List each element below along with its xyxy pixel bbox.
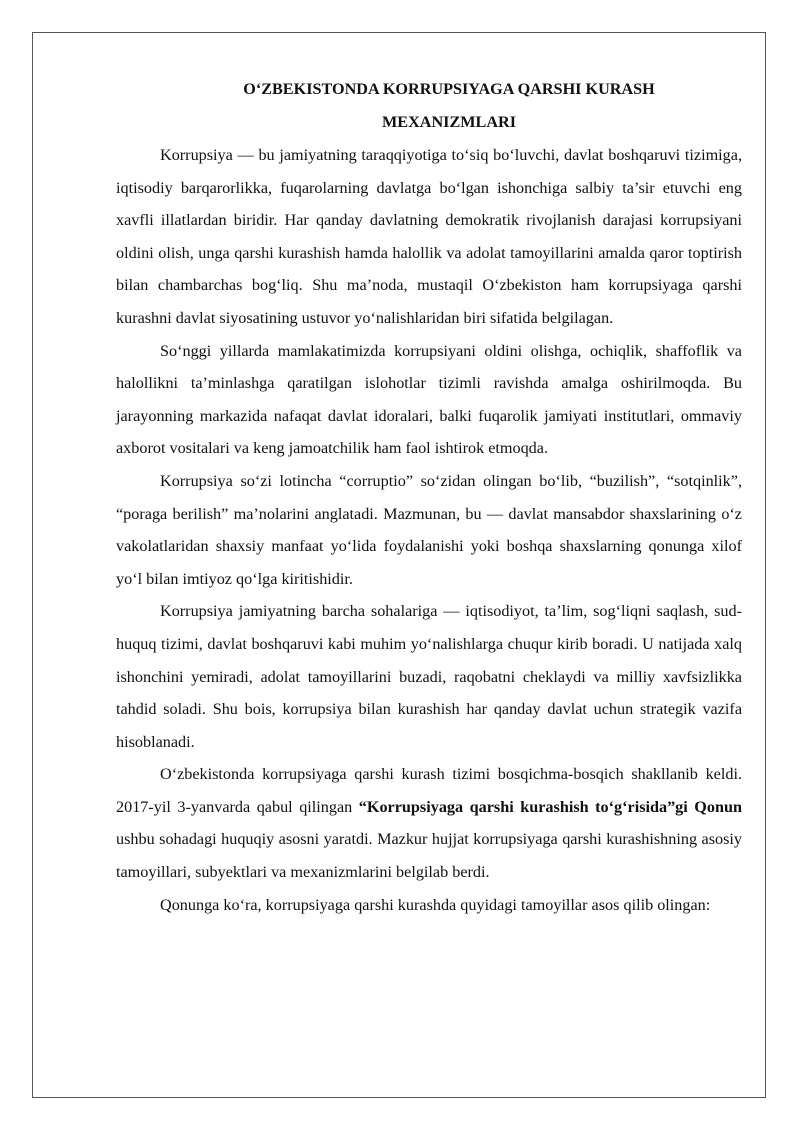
law-title-bold: “Korrupsiyaga qarshi kurashish to‘g‘risida”gi Qonun <box>358 797 742 816</box>
paragraph-6: Qonunga ko‘ra, korrupsiyaga qarshi kurashda quyidagi tamoyillar asos qilib olingan: <box>160 895 711 914</box>
paragraph-2: So‘nggi yillarda mamlakatimizda korrupsiyani oldini olishga, ochiqlik, shaffoflik va halollikni ta’minlashga qaratilgan islohotlar tizimli ravishda amalga oshirilmoqda. Bu jarayonning markazida nafaqat davlat idoralari, balki fuqarolik jamiyati institutlari, ommaviy axborot vositalari va keng jamoatchilik ham faol ishtirok etmoqda. <box>116 341 742 458</box>
title-line-1: O‘ZBEKISTONDA KORRUPSIYAGA QARSHI KURASH <box>243 80 655 98</box>
paragraph-1: Korrupsiya — bu jamiyatning taraqqiyotiga to‘siq bo‘luvchi, davlat boshqaruvi tizimiga, iqtisodiy barqarorlikka, fuqarolarning davlatga bo‘lgan ishonchiga salbiy ta’sir etuvchi eng xavfli illatlardan biridir. Har qanday davlatning demokratik rivojlanish darajasi korrupsiyani oldini olish, unga qarshi kurashish hamda halollik va adolat tamoyillarini amalda qaror toptirish bilan chambarchas bog‘liq. Shu ma’noda, mustaqil O‘zbekiston ham korrupsiyaga qarshi kurashni davlat siyosatining ustuvor yo‘nalishlaridan biri sifatida belgilagan. <box>116 146 742 327</box>
title-line-2: MEXANIZMLARI <box>382 113 516 131</box>
paragraph-5-text-after: ushbu sohadagi huquqiy asosni yaratdi. Mazkur hujjat korrupsiyaga qarshi kurashishning asosiy tamoyillari, subyektlari va mexanizmlarini belgilab berdi. <box>116 830 742 882</box>
paragraph-4: Korrupsiya jamiyatning barcha sohalariga — iqtisodiyot, ta’lim, sog‘liqni saqlash, sud-huquq tizimi, davlat boshqaruvi kabi muhim yo‘nalishlarga chuqur kirib boradi. U natijada xalq ishonchini yemiradi, adolat tamoyillarini buzadi, raqobatni cheklaydi va milliy xavfsizlikka tahdid soladi. Shu bois, korrupsiya bilan kurashish har qanday davlat uchun strategik vazifa hisoblanadi. <box>116 602 742 751</box>
paragraph-3: Korrupsiya so‘zi lotincha “corruptio” so‘zidan olingan bo‘lib, “buzilish”, “sotqinlik”, “poraga berilish” ma’nolarini anglatadi. Mazmunan, bu — davlat mansabdor shaxslarining o‘z vakolatlaridan shaxsiy manfaat yo‘lida foydalanishi yoki boshqa shaxslarning qonunga xilof yo‘l bilan imtiyoz qo‘lga kiritishidir. <box>116 471 742 588</box>
paragraph-5 <box>116 758 742 888</box>
document-body <box>116 73 742 921</box>
document-title <box>116 73 742 139</box>
paragraph-5-text-before: O‘zbekistonda korrupsiyaga qarshi kurash tizimi bosqichma-bosqich shakllanib keldi. 2017-yil 3-yanvarda qabul qilingan <box>116 765 742 816</box>
